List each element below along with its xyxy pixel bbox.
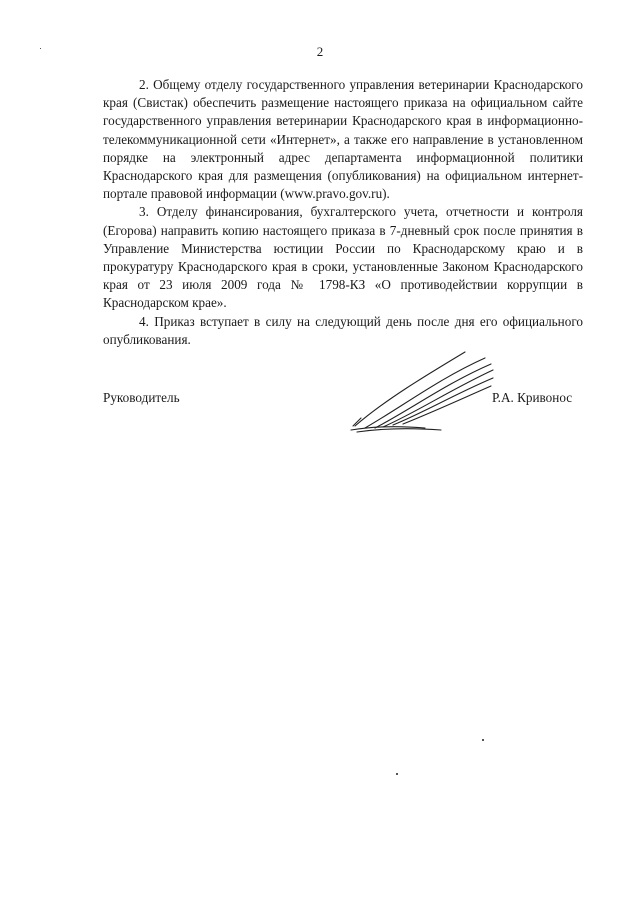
page-number: 2 (316, 44, 324, 59)
scan-speck (396, 773, 398, 775)
scan-speck (482, 739, 484, 741)
paragraph-3: 3. Отделу финансирования, бухгалтерского учета, отчетности и контроля (Егорова) направить копию настоящего приказа в 7-дневный срок после принятия в Управление Министерства юстиции России по Краснодарскому краю и в прокуратуру Краснодарского края в сроки, установленные Законом Краснодарского края от 23 июля 2009 года № 1798-КЗ «О противодействии коррупции в Краснодарском крае». (103, 204, 583, 311)
paragraph-2: 2. Общему отделу государственного управления ветеринарии Краснодарского края (Свистак) обеспечить размещение настоящего приказа на официальном сайте государственного управления ветеринарии Краснодарского края в информационно-телекоммуникационной сети «Интернет», а также его направление в установленном порядке на электронный адрес департамента информационной политики Краснодарского края для размещения (опубликования) на официальном интернет-портале правовой информации (www.pravo.gov.ru). (103, 77, 583, 202)
signer-position: Руководитель (103, 390, 180, 405)
signer-name: Р.А. Кривонос (492, 390, 573, 405)
document-body (103, 76, 583, 349)
paragraph-4: 4. Приказ вступает в силу на следующий день после дня его официального опубликования. (103, 313, 583, 347)
scan-speck (40, 48, 41, 49)
handwritten-signature (345, 348, 495, 436)
